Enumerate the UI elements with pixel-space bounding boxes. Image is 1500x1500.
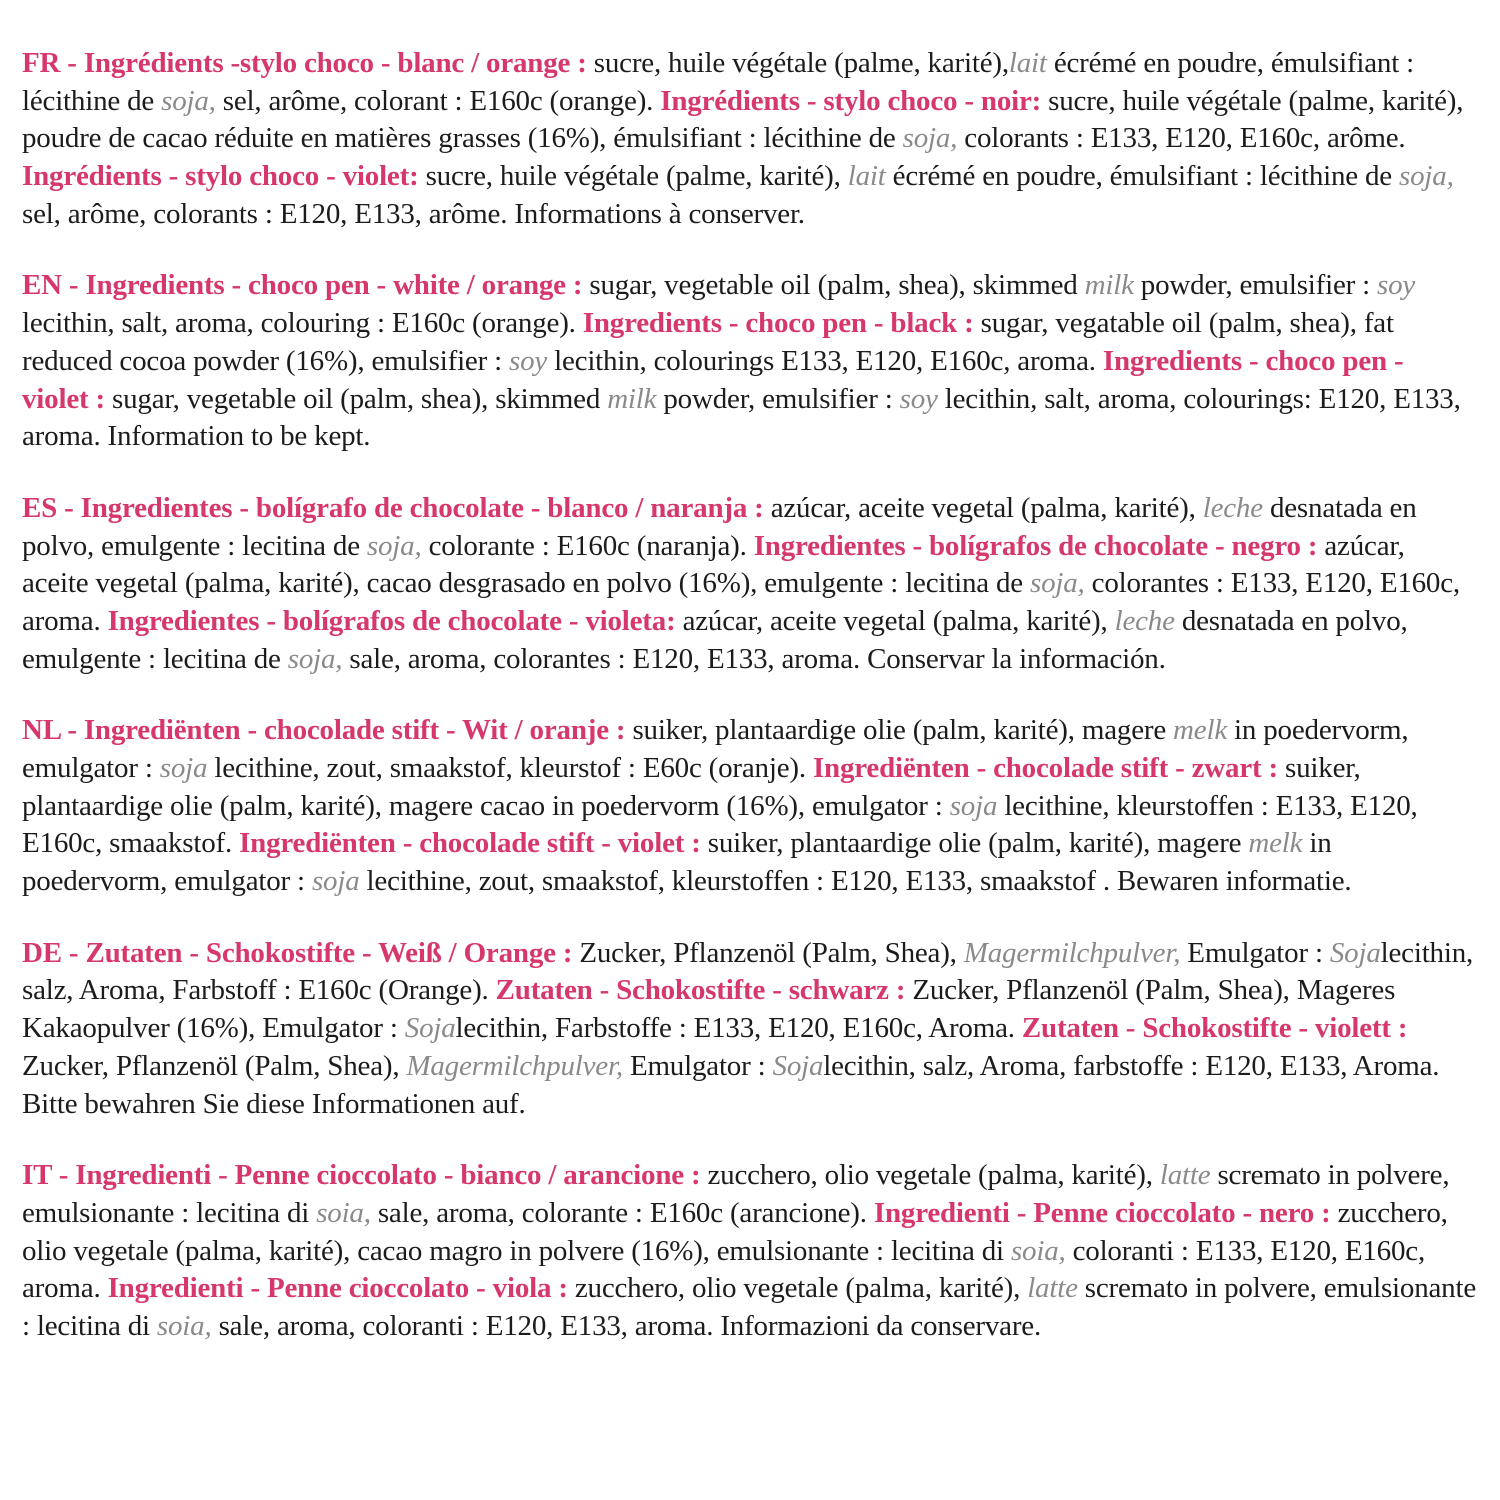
allergen-term: Soja (772, 1049, 824, 1082)
ingredients-text: Zucker, Pflanzenöl (Palm, Shea), (22, 1049, 407, 1082)
ingredients-text: Emulgator : (622, 1049, 773, 1082)
ingredients-text: lecithine, zout, smaakstof, kleurstoffen : E120, E133, smaakstof . Bewaren informatie. (359, 865, 1352, 898)
allergen-term: latte (1027, 1272, 1078, 1305)
ingredients-heading: Ingredients - choco pen - black : (582, 307, 974, 340)
allergen-term: milk (1084, 269, 1134, 302)
ingredients-heading: Ingrediënten - chocolade stift - zwart : (812, 752, 1278, 784)
allergen-term: Magermilchpulver, (406, 1049, 623, 1082)
ingredients-text: sucre, huile végétale (palme, karité), (418, 160, 848, 193)
ingredients-text: suiker, plantaardige olie (palm, karité), magere cacao in poedervorm (16%), emulgator : (22, 752, 1361, 822)
ingredients-heading: NL - Ingrediënten - chocolade stift - Wit / oranje : (22, 714, 626, 747)
allergen-term: soy (1377, 269, 1416, 302)
ingredients-text: sel, arôme, colorant : E160c (orange). (215, 84, 661, 117)
ingredients-text: lecithin, salz, Aroma, Farbstoff : E160c (Orange). (22, 936, 1474, 1007)
ingredients-heading: Ingredientes - bolígrafos de chocolate - violeta: (107, 604, 676, 637)
ingredients-text: lecithine, kleurstoffen : E133, E120, E160c, smaakstof. (22, 789, 1418, 860)
allergen-term: lait (847, 160, 886, 193)
ingredients-text: sale, aroma, coloranti : E120, E133, aroma. Informazioni da conservare. (211, 1309, 1042, 1342)
ingredients-text: in poedervorm, emulgator : (22, 827, 1332, 898)
allergen-term: leche (1202, 491, 1263, 524)
ingredients-french (22, 45, 1476, 233)
ingredients-text: colorantes : E133, E120, E160c, aroma. (22, 567, 1460, 637)
ingredients-heading: Ingrediënten - chocolade stift - violet : (239, 827, 701, 860)
language-block-list (22, 16, 1476, 1346)
ingredients-heading: Ingredienti - Penne cioccolato - nero : (873, 1196, 1331, 1229)
allergen-term: melk (1248, 827, 1303, 860)
ingredients-heading: Ingrédients - stylo choco - violet: (22, 160, 419, 193)
ingredients-text: sale, aroma, colorante : E160c (arancione). (370, 1196, 874, 1229)
ingredients-text: powder, emulsifier : (656, 382, 900, 415)
ingredients-heading: FR - Ingrédients -stylo choco - blanc / orange : (22, 47, 587, 79)
allergen-term: soja, (287, 642, 343, 675)
allergen-term: soia, (316, 1196, 371, 1229)
allergen-term: latte (1159, 1159, 1211, 1192)
allergen-term: soia, (156, 1309, 212, 1342)
allergen-term: leche (1114, 604, 1175, 637)
ingredients-dutch (22, 712, 1476, 900)
ingredients-text: sugar, vegetable oil (palm, shea), skimmed (582, 269, 1085, 302)
allergen-term: soia, (1010, 1234, 1066, 1267)
ingredients-text: sugar, vegetable oil (palm, shea), skimmed (104, 382, 608, 415)
ingredients-text: colorants : E133, E120, E160c, arôme. (957, 122, 1406, 155)
allergen-term: melk (1173, 714, 1227, 747)
ingredients-text: lecithin, salz, Aroma, farbstoffe : E120, E133, Aroma. Bitte bewahren Sie diese Informationen auf. (22, 1049, 1440, 1120)
ingredients-text: zucchero, olio vegetale (palma, karité), cacao magro in polvere (16%), emulsionante : lecitina di (22, 1196, 1448, 1267)
ingredients-text: suiker, plantaardige olie (palm, karité), magere (625, 714, 1174, 747)
ingredients-heading: Ingredients - choco pen - violet : (22, 344, 1404, 415)
ingredients-text: azúcar, aceite vegetal (palma, karité), (763, 491, 1203, 524)
ingredients-text: desnatada en polvo, emulgente : lecitina de (22, 491, 1417, 562)
ingredients-text: sugar, vegatable oil (palm, shea), fat reduced cocoa powder (16%), emulsifier : (22, 307, 1394, 377)
ingredients-text: lecithine, zout, smaakstof, kleurstof : E60c (oranje). (207, 752, 813, 784)
ingredients-heading: Zutaten - Schokostifte - violett : (1021, 1012, 1408, 1045)
ingredients-text: écrémé en poudre, émulsifiant : lécithine de (22, 47, 1414, 117)
ingredients-text: écrémé en poudre, émulsifiant : lécithine de (885, 160, 1400, 193)
ingredients-text: zucchero, olio vegetale (palma, karité), (700, 1159, 1160, 1192)
ingredients-heading: ES - Ingredientes - bolígrafo de chocolate - blanco / naranja : (22, 491, 764, 524)
ingredients-text: powder, emulsifier : (1133, 269, 1378, 302)
ingredients-heading: Zutaten - Schokostifte - schwarz : (495, 974, 906, 1007)
ingredients-text: scremato in polvere, emulsionante : lecitina di (22, 1272, 1477, 1342)
ingredients-english (22, 267, 1476, 455)
ingredients-italian (22, 1157, 1476, 1345)
ingredients-text: suiker, plantaardige olie (palm, karité), magere (700, 827, 1249, 860)
ingredients-heading: Ingredienti - Penne cioccolato - viola : (107, 1272, 568, 1305)
ingredients-text: lecithin, salt, aroma, colouring : E160c (orange). (22, 307, 583, 340)
ingredients-text: colorante : E160c (naranja). (421, 529, 754, 562)
ingredients-text: azúcar, aceite vegetal (palma, karité), cacao desgrasado en polvo (16%), emulgente : lecitina de (22, 529, 1405, 600)
ingredients-text: lecithin, colourings E133, E120, E160c, aroma. (547, 344, 1103, 377)
ingredients-text: lecithin, salt, aroma, colourings: E120, E133, aroma. Information to be kept. (22, 382, 1461, 453)
ingredients-heading: Ingredientes - bolígrafos de chocolate - negro : (753, 529, 1318, 562)
allergen-term: soja, (1030, 567, 1085, 600)
allergen-term: Soja (1329, 936, 1381, 969)
allergen-term: lait (1008, 47, 1047, 79)
allergen-term: soja, (366, 529, 422, 562)
allergen-term: soy (899, 382, 938, 415)
allergen-term: soja, (1399, 160, 1454, 193)
ingredients-text: Emulgator : (1180, 936, 1330, 969)
ingredients-text: azúcar, aceite vegetal (palma, karité), (675, 604, 1115, 637)
allergen-term: soja, (161, 84, 216, 117)
ingredients-text: in poedervorm, emulgator : (22, 714, 1409, 784)
ingredients-text: Zucker, Pflanzenöl (Palm, Shea), (572, 936, 964, 969)
ingredients-text: sucre, huile végétale (palme, karité), (586, 47, 1009, 79)
ingredients-text: scremato in polvere, emulsionante : lecitina di (22, 1159, 1450, 1229)
allergen-term: soja (159, 752, 208, 784)
ingredients-heading: IT - Ingredienti - Penne cioccolato - bianco / arancione : (22, 1159, 701, 1192)
ingredients-text: zucchero, olio vegetale (palma, karité), (567, 1272, 1028, 1305)
allergen-term: soja (311, 865, 360, 898)
ingredients-text: sucre, huile végétale (palme, karité), poudre de cacao réduite en matières grasses (16%), émulsifiant : lécithine de (22, 84, 1464, 155)
ingredients-text: sel, arôme, colorants : E120, E133, arôme. Informations à conserver. (22, 197, 805, 230)
ingredients-heading: Ingrédients - stylo choco - noir: (660, 84, 1042, 117)
ingredients-heading: DE - Zutaten - Schokostifte - Weiß / Orange : (22, 936, 573, 969)
allergen-term: Magermilchpulver, (963, 936, 1181, 969)
ingredients-text: lecithin, Farbstoffe : E133, E120, E160c, Aroma. (455, 1012, 1022, 1045)
ingredients-text: desnatada en polvo, emulgente : lecitina de (22, 604, 1408, 675)
allergen-term: soja (949, 789, 998, 822)
allergen-term: soy (509, 344, 548, 377)
allergen-term: milk (607, 382, 657, 415)
ingredients-spanish (22, 490, 1476, 678)
allergen-term: Soja (404, 1012, 456, 1045)
ingredients-text: Zucker, Pflanzenöl (Palm, Shea), Mageres Kakaopulver (16%), Emulgator : (22, 974, 1396, 1045)
ingredients-text: sale, aroma, colorantes : E120, E133, aroma. Conservar la información. (342, 642, 1166, 675)
ingredients-text: coloranti : E133, E120, E160c, aroma. (22, 1234, 1425, 1305)
ingredients-heading: EN - Ingredients - choco pen - white / orange : (22, 269, 583, 302)
allergen-term: soja, (902, 122, 958, 155)
ingredients-german (22, 935, 1476, 1123)
